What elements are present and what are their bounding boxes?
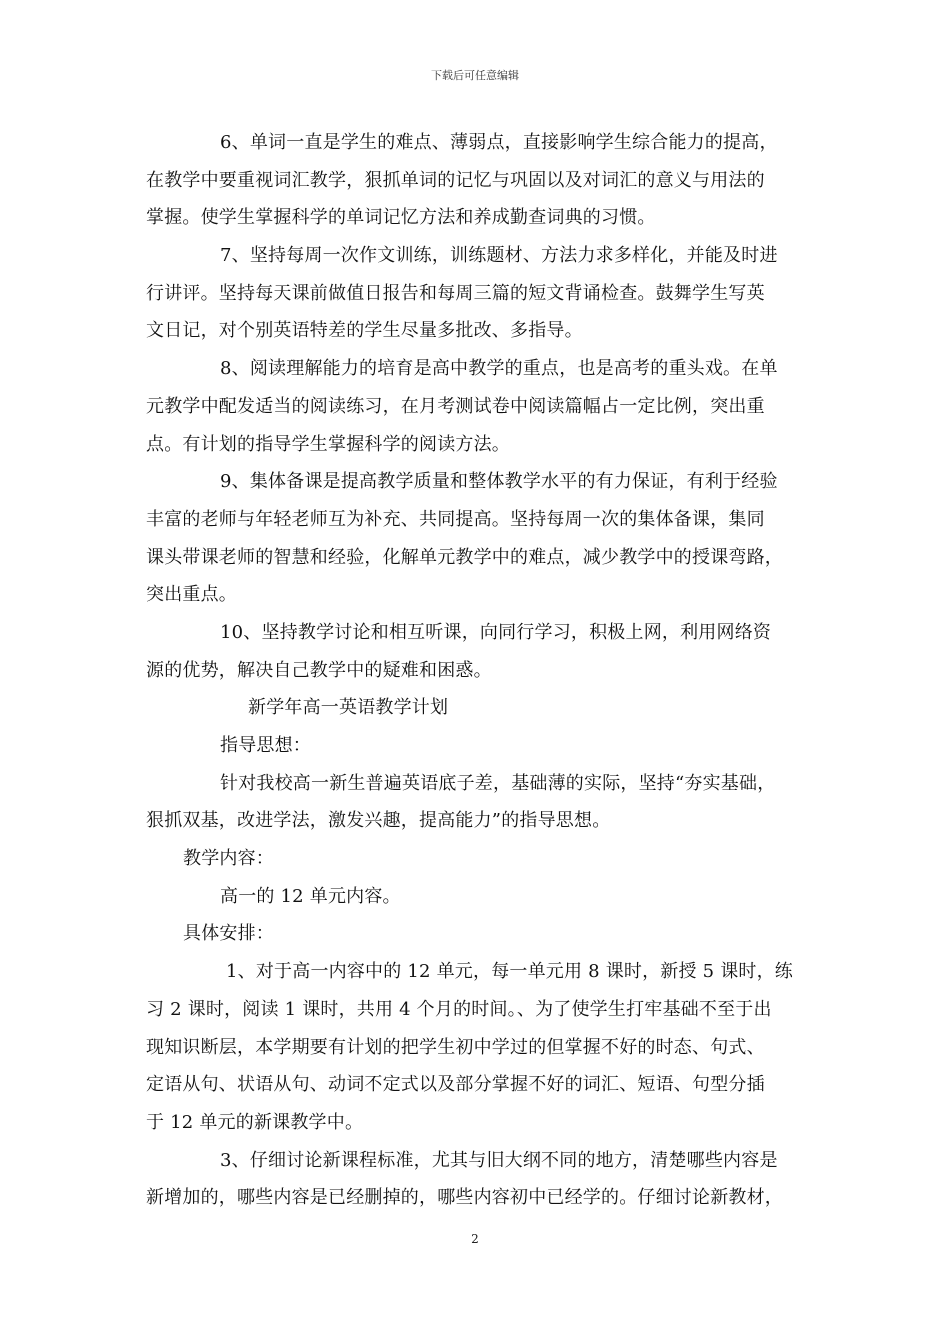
text-line: 6、单词一直是学生的难点、薄弱点，直接影响学生综合能力的提高， [220, 132, 778, 153]
text-line: 掌握。使学生掌握科学的单词记忆方法和养成勤查词典的习惯。 [146, 207, 656, 229]
text-line: 元教学中配发适当的阅读练习，在月考测试卷中阅读篇幅占一定比例，突出重 [146, 395, 765, 417]
text-line: 于 12 单元的新课教学中。 [146, 1111, 364, 1133]
text-line: 新学年高一英语教学计划 [248, 697, 449, 719]
text-line: 8、阅读理解能力的培育是高中教学的重点，也是高考的重头戏。在单 [220, 358, 778, 380]
text-line: 现知识断层，本学期要有计划的把学生初中学过的但掌握不好的时态、句式、 [146, 1036, 765, 1058]
text-line: 1、对于高一内容中的 12 单元，每一单元用 8 课时，新授 5 课时，练 [226, 961, 793, 983]
text-line: 定语从句、状语从句、动词不定式以及部分掌握不好的词汇、短语、句型分插 [146, 1074, 765, 1096]
text-line: 课头带课老师的智慧和经验，化解单元教学中的难点，减少教学中的授课弯路， [146, 546, 783, 568]
text-line: 新增加的，哪些内容是已经删掉的，哪些内容初中已经学的。仔细讨论新教材， [146, 1187, 783, 1209]
page-number: 2 [471, 1232, 479, 1246]
text-line: 行讲评。坚持每天课前做值日报告和每周三篇的短文背诵检查。鼓舞学生写英 [146, 282, 765, 304]
text-line: 在教学中要重视词汇教学，狠抓单词的记忆与巩固以及对词汇的意义与用法的 [146, 169, 765, 191]
page-header: 下载后可任意编辑 [431, 69, 519, 82]
text-line: 针对我校高一新生普遍英语底子差，基础薄的实际，坚持“夯实基础， [220, 772, 776, 794]
text-line: 点。有计划的指导学生掌握科学的阅读方法。 [146, 433, 510, 455]
text-line: 习 2 课时，阅读 1 课时，共用 4 个月的时间。、为了使学生打牢基础不至于出 [146, 998, 772, 1020]
text-line: 狠抓双基，改进学法，激发兴趣，提高能力”的指导思想。 [146, 810, 611, 832]
text-line: 丰富的老师与年轻老师互为补充、共同提高。坚持每周一次的集体备课，集同 [146, 508, 765, 530]
document-body [146, 124, 808, 1217]
text-line: 7、坚持每周一次作文训练，训练题材、方法力求多样化，并能及时进 [220, 245, 778, 267]
text-line: 具体安排： [183, 923, 274, 945]
text-line: 文日记，对个别英语特差的学生尽量多批改、多指导。 [146, 320, 583, 342]
text-line: 教学内容： [183, 848, 274, 870]
text-line: 指导思想： [220, 735, 311, 756]
text-line: 高一的 12 单元内容。 [220, 885, 401, 907]
text-line: 突出重点。 [146, 584, 237, 606]
text-line: 源的优势，解决自己教学中的疑难和困惑。 [146, 659, 492, 681]
text-line: 10、坚持教学讨论和相互听课，向同行学习，积极上网，利用网络资 [220, 621, 772, 643]
text-line: 9、集体备课是提高教学质量和整体教学水平的有力保证，有利于经验 [220, 471, 778, 493]
text-line: 3、仔细讨论新课程标准，尤其与旧大纲不同的地方，清楚哪些内容是 [220, 1149, 778, 1171]
